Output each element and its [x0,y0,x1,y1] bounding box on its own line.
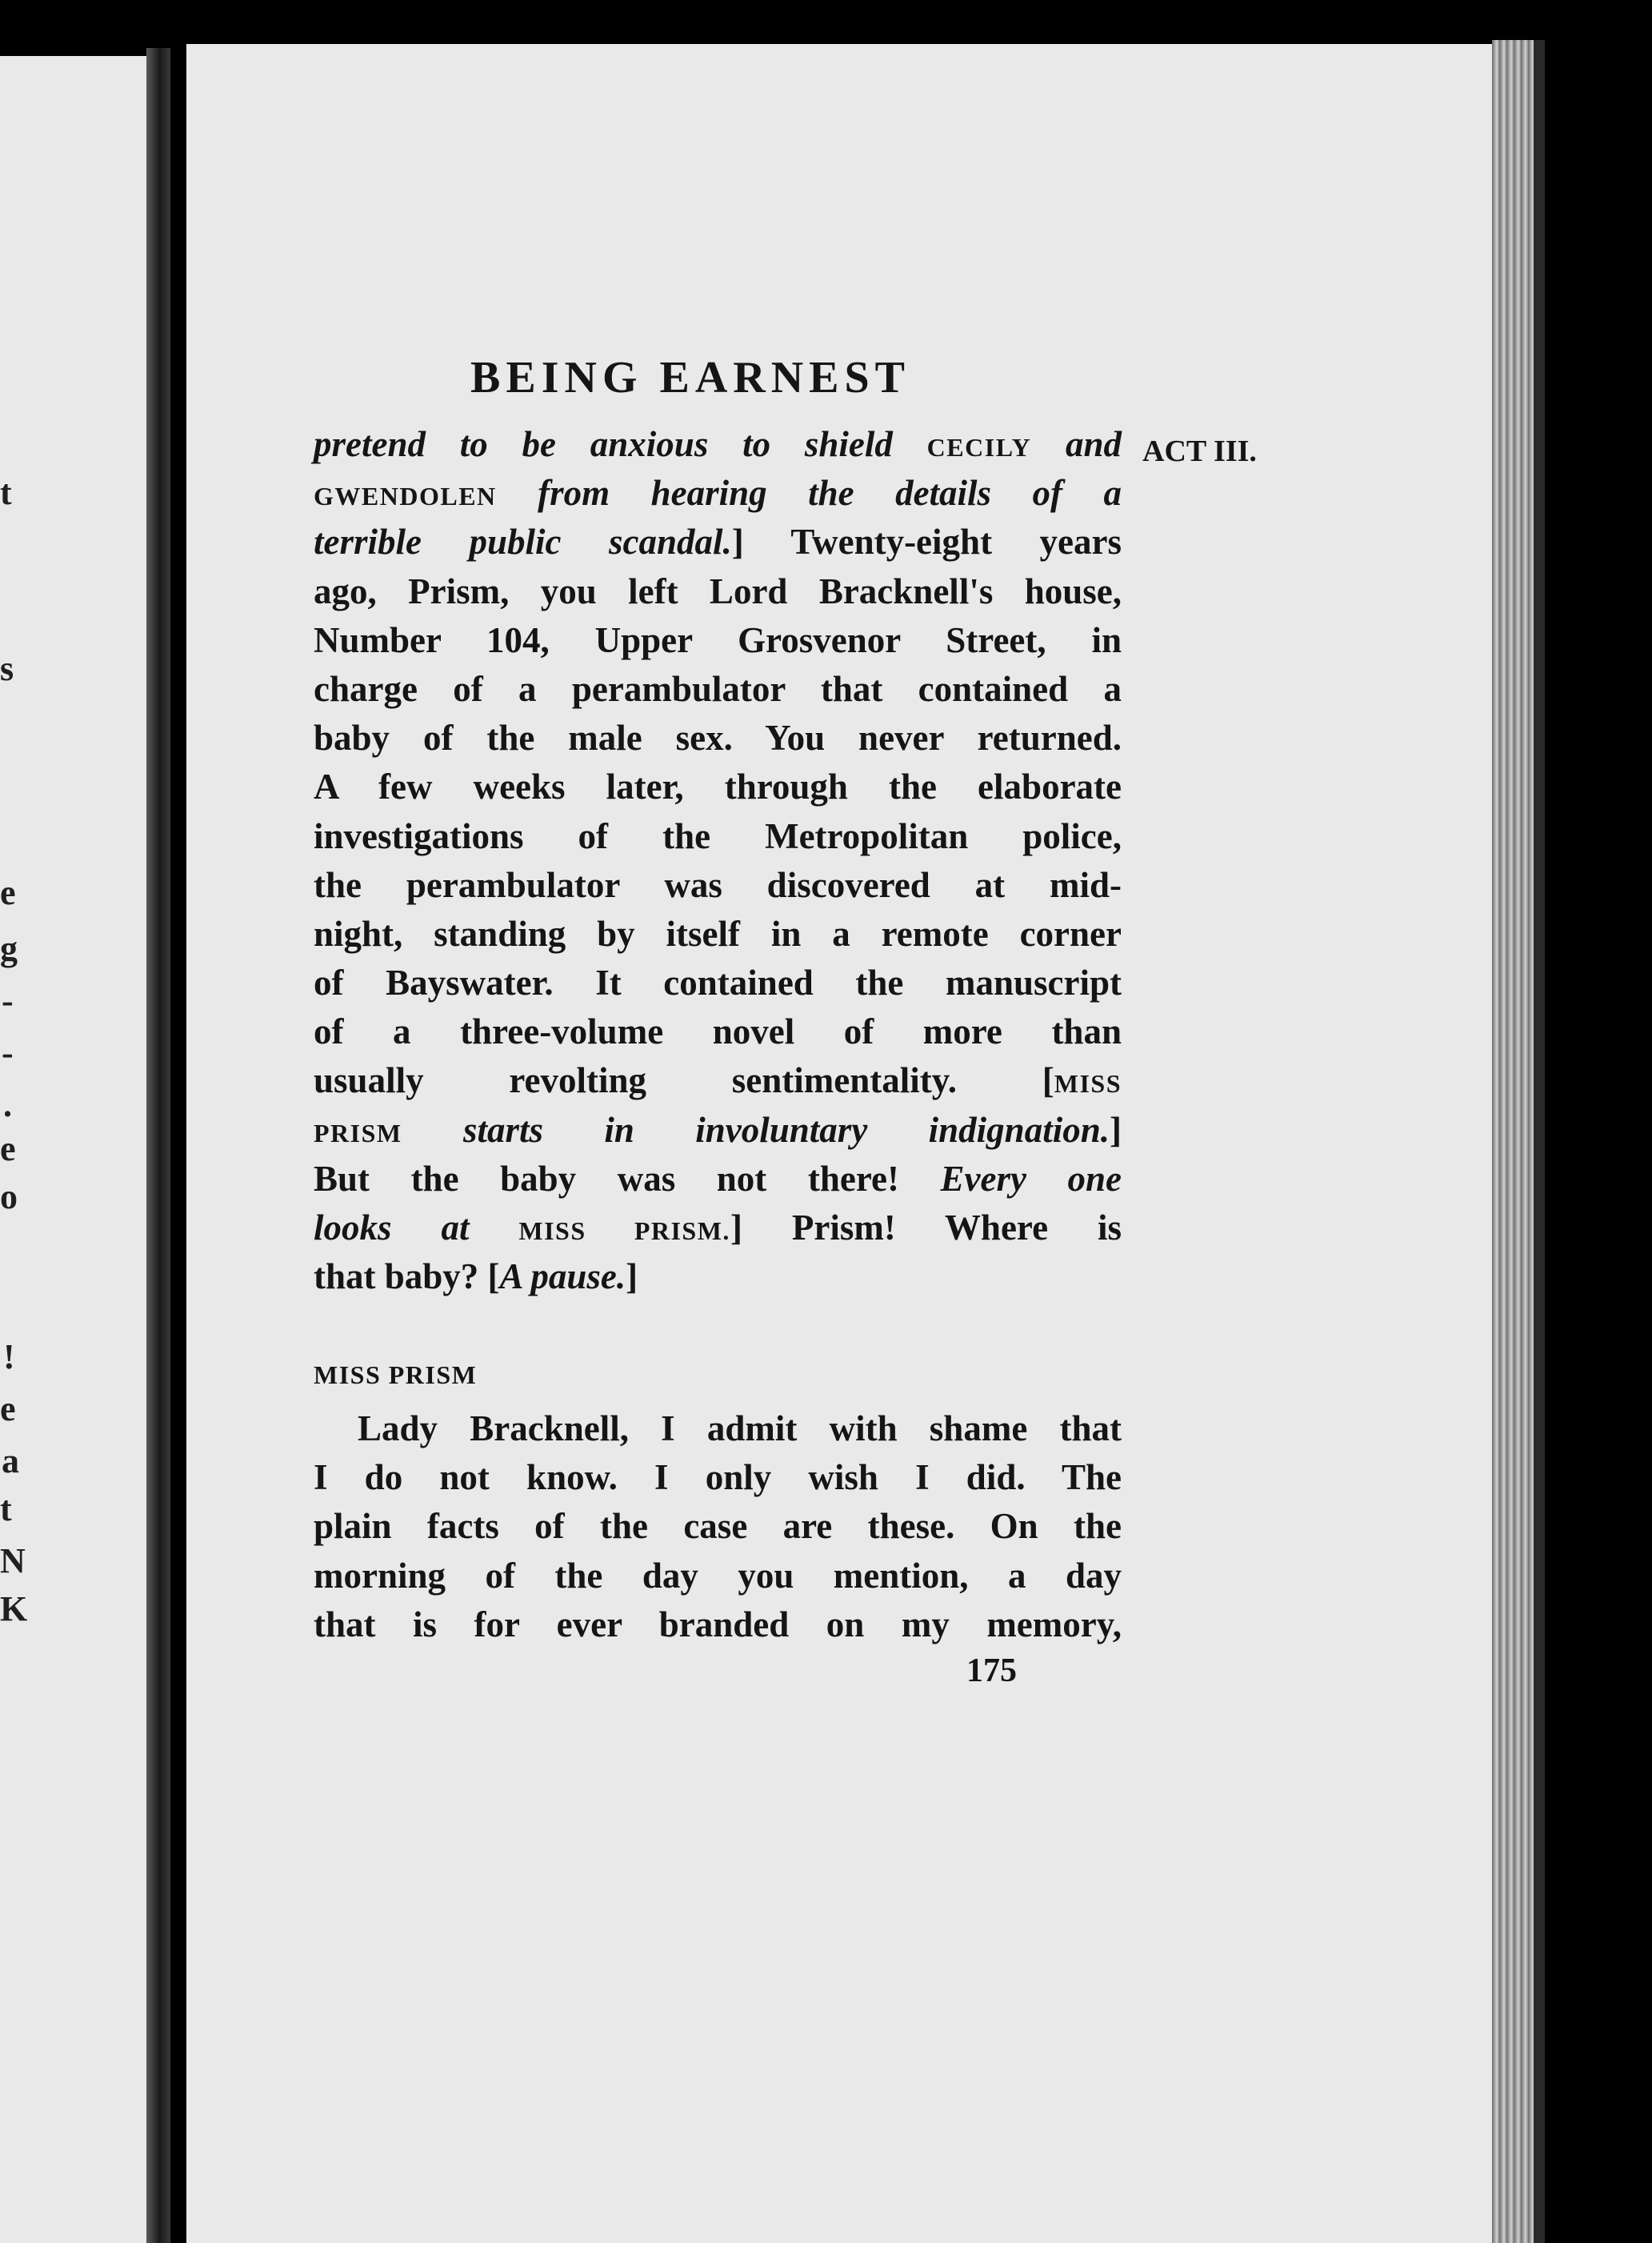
text-line [314,714,1122,763]
text-line [314,420,1122,469]
text-line [314,1204,1122,1252]
stage-text [314,420,1122,1301]
text-segment: usually revolting sentimentality. [ [314,1060,1054,1101]
text-segment: terrible public scandal. [314,522,732,563]
text-segment: looks at [314,1208,519,1248]
text-segment: ] [626,1256,638,1297]
facing-page-char: K [0,1589,28,1628]
text-segment: CECILY [926,433,1032,462]
facing-page-char: t [0,1489,12,1528]
text-segment: ] Twenty-eight years [731,522,1122,563]
speech-line: plain facts of the case are these. On the [314,1506,1122,1547]
text-line [314,910,1122,959]
text-line [314,861,1122,910]
speech-line: I do not know. I only wish I did. The [314,1457,1122,1498]
text-segment: ago, Prism, you left Lord Bracknell's house, [314,571,1122,611]
text-line [314,1106,1122,1155]
text-segment: investigations of the Metropolitan police, [314,815,1122,856]
text-segment: A few weeks later, through the elaborate [314,767,1122,807]
text-segment: PRISM [314,1118,402,1148]
text-line [314,1007,1122,1056]
text-line [314,1155,1122,1204]
book-gutter [146,48,170,2243]
text-segment: and [1031,424,1122,464]
facing-page-char: N [0,1541,26,1580]
text-segment: baby of the male sex. You never returned. [314,718,1122,759]
facing-page-char: o [0,1177,18,1216]
facing-page-char: ! [3,1337,15,1376]
text-line [314,518,1122,567]
text-segment: starts in involuntary indignation. [402,1109,1110,1150]
text-line [314,616,1122,665]
text-segment: pretend to be anxious to shield [314,424,927,464]
running-head: BEING EARNEST [470,353,911,403]
text-segment: But the baby was not there! [314,1158,941,1199]
text-segment: ] [1110,1109,1122,1150]
text-segment: ] Prism! Where is [730,1208,1122,1248]
facing-page-char: . [3,1085,12,1124]
speech-text [314,1404,1122,1649]
text-line [314,469,1122,518]
facing-page-char: - [2,1033,14,1072]
text-segment: of Bayswater. It contained the manuscript [314,963,1122,1003]
text-line [314,763,1122,811]
speech-line: Lady Bracknell, I admit with shame that [358,1408,1122,1448]
text-line [314,812,1122,861]
facing-page-char: e [0,1129,16,1168]
text-segment: MISS [1054,1069,1122,1099]
text-line [314,959,1122,1007]
text-segment: from hearing the details of a [496,473,1122,514]
text-line [314,1252,1122,1301]
speech-line: that is for ever branded on my memory, [314,1604,1122,1644]
act-label: ACT III. [1142,435,1257,468]
text-segment: that baby? [ [314,1256,500,1297]
text-segment: night, standing by itself in a remote corner [314,913,1122,954]
text-segment: Number 104, Upper Grosvenor Street, in [314,619,1122,660]
page-number: 175 [966,1652,1017,1689]
cover-edge [1534,40,1545,2243]
facing-page-char: s [0,649,14,688]
facing-page [0,56,152,2243]
speech-line: morning of the day you mention, a day [314,1555,1122,1596]
page-edges [1492,40,1534,2243]
text-segment: charge of a perambulator that contained a [314,668,1122,709]
facing-page-char: t [0,473,12,512]
facing-page-char: a [2,1441,19,1480]
text-segment: MISS PRISM. [518,1216,730,1245]
text-line [314,665,1122,714]
text-segment: of a three-volume novel of more than [314,1011,1122,1052]
text-segment: Every one [940,1158,1122,1199]
text-line [314,1056,1122,1105]
text-line [314,567,1122,616]
text-segment: GWENDOLEN [314,482,497,511]
facing-page-char: g [0,929,18,968]
facing-page-char: - [2,981,14,1020]
text-segment: A pause. [499,1256,626,1297]
facing-page-char: e [0,1389,16,1428]
text-segment: the perambulator was discovered at mid- [314,864,1122,905]
facing-page-char: e [0,873,16,912]
speaker-name: MISS PRISM [314,1360,478,1389]
